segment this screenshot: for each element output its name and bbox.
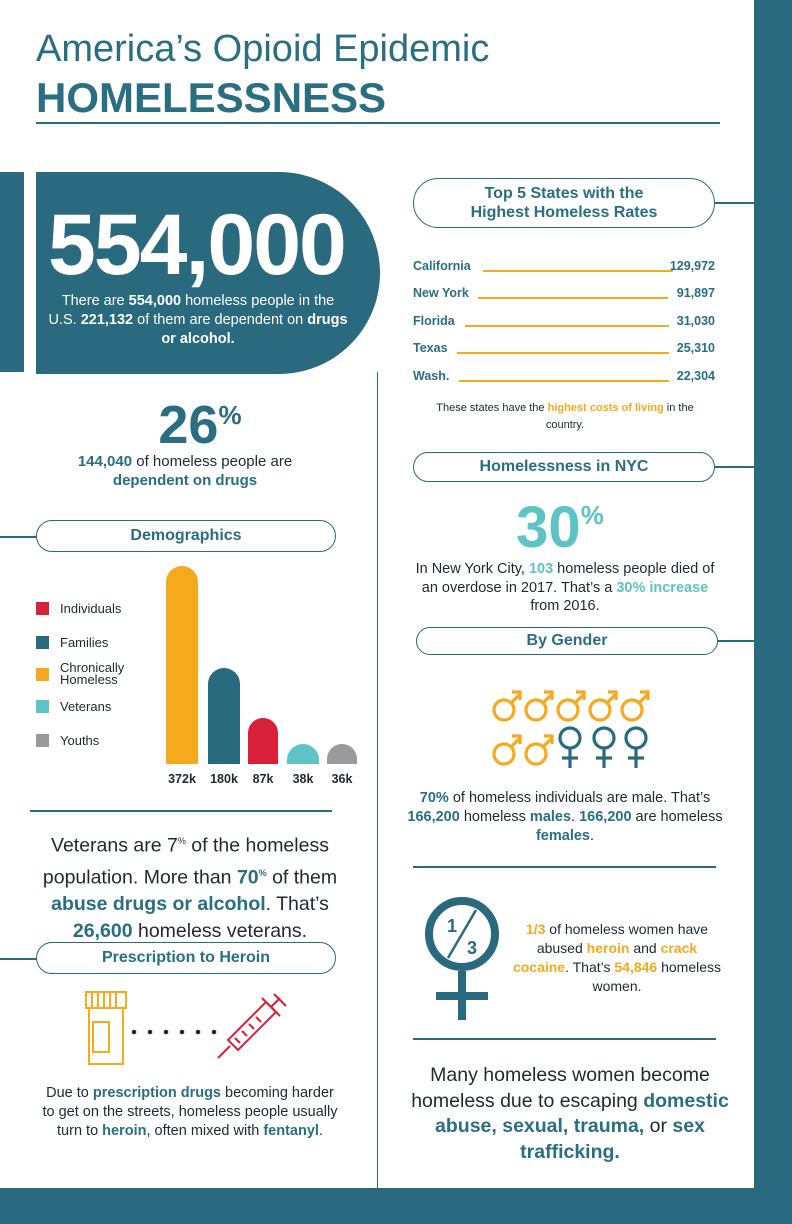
female-icon (594, 728, 614, 768)
states-connector (712, 202, 756, 204)
prescription-header: Prescription to Heroin (36, 942, 336, 974)
bar-individuals (248, 718, 278, 764)
legend-swatch (36, 636, 49, 649)
male-icon (558, 692, 584, 720)
left-accent-tab (0, 172, 24, 372)
legend-chronic: Chronically Homeless (36, 662, 140, 686)
gender-connector (712, 640, 756, 642)
nyc-text: In New York City, 103 homeless people died of an overdose in 2017. That’s a 30% increase from 2016. (415, 561, 715, 614)
gender-header: By Gender (416, 627, 718, 655)
legend-families: Families (36, 636, 108, 649)
gender-icons (488, 682, 658, 774)
bar-chronic (166, 566, 198, 764)
bar-label-families: 180k (210, 772, 238, 786)
nyc-header: Homelessness in NYC (413, 452, 715, 482)
bar-families (208, 668, 240, 764)
female-fraction-icon (418, 892, 508, 1022)
male-icon (494, 692, 520, 720)
female-icon (560, 728, 580, 768)
dotted-connector (132, 1030, 217, 1035)
page-title: America’s Opioid Epidemic (36, 28, 490, 70)
bar-youths (327, 744, 357, 764)
legend-individuals: Individuals (36, 602, 121, 615)
section-divider (413, 1038, 716, 1040)
column-divider (377, 372, 378, 1188)
prescription-text: Due to prescription drugs becoming harder to get on the streets, homeless people usually turn to heroin, often mixed with fentanyl. (42, 1085, 338, 1139)
legend-swatch (36, 602, 49, 615)
pill-to-syringe-graphic (80, 988, 300, 1068)
page-subtitle: HOMELESSNESS (36, 74, 387, 121)
gender-text: 70% of homeless individuals are male. That’s 166,200 homeless males. 166,200 are homeless females. (407, 790, 723, 844)
section-divider (30, 810, 332, 812)
legend-youths: Youths (36, 734, 99, 747)
right-border-bar (754, 0, 792, 1224)
hero-stat-number: 554,000 (48, 197, 345, 293)
drug-dependence-text: 144,040 of homeless people are dependent on drugs (77, 453, 293, 489)
fraction-numerator: 1 (446, 916, 458, 936)
bar-label-individuals: 87k (252, 772, 274, 786)
hero-stat-text: There are 554,000 homeless people in the U.S. 221,132 of them are dependent on drugs or alcohol. (48, 293, 348, 347)
female-icon (626, 728, 646, 768)
male-icon (494, 736, 520, 764)
demographics-header: Demographics (36, 520, 336, 552)
women-abuse-text: 1/3 of homeless women have abused heroin and crack cocaine. That’s 54,846 homeless women. (512, 921, 722, 994)
male-icon (590, 692, 616, 720)
bottom-border-bar (0, 1188, 792, 1224)
legend-swatch (36, 700, 49, 713)
pill-bottle-icon (86, 992, 126, 1064)
legend-swatch (36, 668, 49, 681)
prescription-connector (0, 958, 40, 960)
legend-veterans: Veterans (36, 700, 111, 713)
nyc-percent: 30% (516, 495, 604, 560)
veterans-text: Veterans are 7% of the homeless population. More than 70% of them abuse drugs or alcohol. That’s 26,600 homeless veterans. (42, 834, 338, 942)
drug-dependence-percent: 26% (158, 395, 242, 455)
nyc-connector (712, 466, 756, 468)
top-states-header: Top 5 States with the Highest Homeless Rates (413, 178, 715, 228)
section-divider (413, 866, 716, 868)
male-icon (526, 692, 552, 720)
syringe-icon (218, 994, 286, 1058)
title-divider (36, 122, 720, 124)
bar-label-veterans: 38k (292, 772, 314, 786)
states-note: These states have the highest costs of living in the country. (436, 402, 694, 431)
male-icon (526, 736, 552, 764)
bar-veterans (287, 744, 319, 764)
closing-text: Many homeless women become homeless due to escaping domestic abuse, sexual, trauma, or sex trafficking. (411, 1064, 729, 1163)
bar-label-youths: 36k (331, 772, 353, 786)
fraction-denominator: 3 (466, 938, 478, 958)
male-icon (622, 692, 648, 720)
legend-swatch (36, 734, 49, 747)
bar-label-chronic: 372k (168, 772, 196, 786)
demographics-connector (0, 536, 40, 538)
